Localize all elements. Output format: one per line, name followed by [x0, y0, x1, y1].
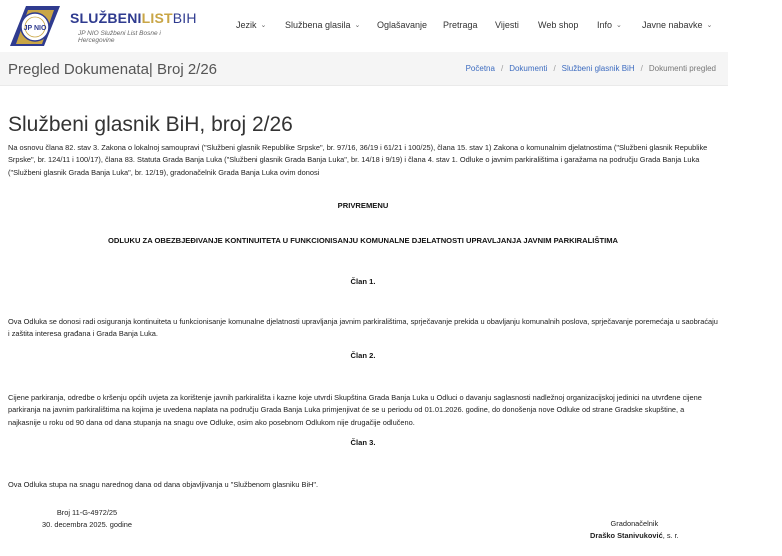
nav-label: Pretraga — [443, 20, 478, 30]
signature-block — [590, 518, 679, 542]
document-decision-title: ODLUKU ZA OBEZBJEĐIVANJE KONTINUITETA U FUNKCIONISANJU KOMUNALNE DJELATNOSTI UPRAVLJANJA JAVNIM PARKIRALIŠTIMA — [107, 236, 619, 245]
breadcrumb-current: Dokumenti pregled — [648, 64, 716, 73]
chevron-down-icon: ⌄ — [260, 22, 267, 29]
article-1-heading: Član 1. — [350, 277, 376, 286]
nav-label: Jezik — [236, 20, 257, 30]
breadcrumb-dokumenti[interactable]: Dokumenti — [509, 64, 548, 73]
nav-label: Vijesti — [495, 20, 519, 30]
breadcrumb-separator: / — [640, 64, 643, 73]
brand-tagline: JP NIO Službeni List Bosne i Hercegovine — [78, 30, 161, 44]
signer-name: Draško Stanivuković — [590, 531, 663, 540]
breadcrumb-sluzbeni-glasnik[interactable]: Službeni glasnik BiH — [561, 64, 635, 73]
article-1-text: Ova Odluka se donosi radi osiguranja kontinuiteta u funkcionisanje komunalne djelatnosti upravljanja javnim parkiralištima, sprječavanje prekida u obavljanju komunalnih poslova, sprječavanje poremećaja u saobraćaju i zaštita interesa građana i Grada Banja Luka. — [8, 317, 718, 339]
nav-label: Web shop — [538, 20, 579, 30]
page-title-bar — [0, 52, 728, 86]
logo-emblem-text: JP NIO — [23, 25, 47, 32]
chevron-down-icon: ⌄ — [354, 22, 361, 29]
breadcrumb-separator: / — [553, 64, 556, 73]
article-3-text: Ova Odluka stupa na snagu narednog dana od dana objavljivanja u "Službenom glasniku BiH". — [8, 480, 319, 489]
chevron-down-icon: ⌄ — [706, 22, 713, 29]
nav-item-javne-nabavke[interactable] — [642, 20, 712, 34]
nav-item-pretraga[interactable] — [443, 20, 478, 34]
nav-item-sluzbena-glasila[interactable] — [285, 20, 360, 34]
signer-line — [590, 530, 679, 542]
site-header — [0, 0, 782, 52]
nav-item-vijesti[interactable] — [495, 20, 519, 34]
site-logo[interactable] — [6, 4, 196, 48]
document-date: 30. decembra 2025. godine — [42, 520, 132, 529]
nav-item-info[interactable] — [597, 20, 622, 34]
document-intro: Na osnovu člana 82. stav 3. Zakona o lokalnoj samoupravi ("Službeni glasnik Republike Srpske", br. 97/16, 36/19 i 61/21 i 100/25), člana 15. stav 1) Zakona o komunalnim djelatnostima ("Službeni glasnik Republike Srpske", br. 124/11 i 100/17), člana 83. Statuta Grada Banja Luka ("Službeni glasnik Grada Banja Luka", br. 14/18 i 9/19) i člana 4. stav 1. Odluke o javnim parkiralištima i garažama na području Grada Banja Luka ("Službeni glasnik Grada Banja Luka", br. 12/19), gradonačelnik Grada Banja Luka ovim donosi — [8, 143, 708, 177]
breadcrumb-home[interactable]: Početna — [465, 64, 495, 73]
nav-item-web-shop[interactable] — [538, 20, 578, 34]
brand-name — [70, 10, 197, 26]
document-number: Broj 11-G-4972/25 — [56, 508, 118, 517]
brand-part-2: LIST — [141, 10, 173, 26]
logo-emblem-icon — [8, 4, 62, 48]
nav-label: Javne nabavke — [642, 20, 703, 30]
nav-item-oglasavanje[interactable] — [377, 20, 427, 34]
document-number-block — [42, 507, 132, 531]
page-title: Pregled Dokumenata| Broj 2/26 — [8, 61, 218, 78]
article-2-text: Cijene parkiranja, odredbe o kršenju općih uvjeta za korištenje javnih parkirališta i kazne koje utvrdi Skupština Grada Banja Luka u Odluci o davanju saglasnosti nadležnoj organizacijskoj jedinici na utvrđene cijene parkiranja na javnim parkiralištima na kojima je uvedena naplata na području Grada Banja Luka primjenjivat će se u periodu od 01.01.2026. godine, do donošenja nove Odluke od strane Gradske skupštine, a najkasnije u roku od 90 dana od dana stupanja na snagu ove Odluke, osim ako posebnom Odlukom nije drugačije odlučeno. — [8, 393, 702, 427]
article-2-heading: Član 2. — [350, 351, 376, 360]
article-3-heading: Član 3. — [350, 438, 376, 447]
brand-part-3: BIH — [172, 10, 197, 26]
brand-part-1: SLUŽBENI — [70, 10, 142, 26]
document-label-privremenu: PRIVREMENU — [337, 201, 389, 210]
nav-label: Službena glasila — [285, 20, 351, 30]
nav-label: Oglašavanje — [377, 20, 428, 30]
breadcrumb — [466, 64, 716, 73]
signer-suffix: , s. r. — [662, 531, 679, 540]
nav-label: Info — [597, 20, 613, 30]
signer-title: Gradonačelnik — [610, 519, 659, 528]
document-heading: Službeni glasnik BiH, broj 2/26 — [8, 113, 293, 136]
breadcrumb-separator: / — [500, 64, 504, 73]
nav-item-jezik[interactable] — [236, 20, 266, 34]
chevron-down-icon: ⌄ — [616, 22, 622, 29]
